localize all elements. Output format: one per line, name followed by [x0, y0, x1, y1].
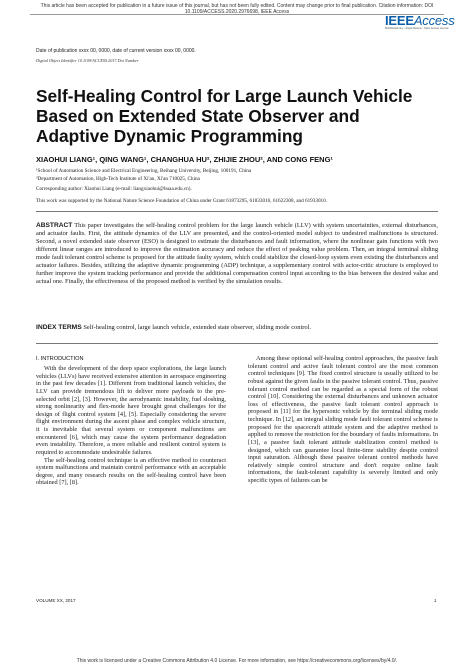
logo-main-text: IEEE [385, 13, 414, 28]
affiliation-1: ¹School of Automation Science and Electrical Engineering, Beihang University, Beijing, 100191, China [36, 168, 252, 174]
abstract-text: This paper investigates the self-healing control problem for the large launch vehicle (LLV) with system uncertainties, external disturbances, and actuator faults. First, the attitude dynamics of the LLV are presented, and the control-oriented model subject to undesired malfunctions is structured. Second, a novel extended state observer (ESO) is designed to estimate the disturbances and fault information, where the nonlinear gain functions with two different linear ranges are introduced to improve the estimation accuracy and reduce the effect of peaking value problem. Then, an integral terminal sliding mode fault tolerant control scheme is proposed for the attitude faulty system, which could stabilize the closed-loop system even existing the disturbances and actuator failures. Besides, utilizing the adaptive dynamic programming (ADP) technique, a supplementary control with actor-critic structure is employed to further improve the system tracking performance and provide the additional compensation control input according to the bias between the desired value and actual one. Finally, the effectiveness of the proposed method is verified by the simulation results. [36, 222, 438, 286]
abstract-top-rule [36, 211, 438, 212]
index-terms [36, 324, 438, 332]
ieee-access-logo [385, 13, 455, 35]
abstract [36, 222, 438, 286]
affiliation-2: ²Department of Automation, High-Tech Institute of Xi'an, Xi'an 710025, China [36, 176, 200, 182]
intro-paragraph-3: Among these optional self-healing control approaches, the passive fault tolerant control and active fault tolerant control are the most common control techniques [9]. The fixed control structure is usually utilized to be robust against the given faults in the passive tolerant control. Thus, passive tolerant control method can be regarded as a special form of the robust control [10]. Considering the external disturbances and unknown actuator loss of effectiveness, the passive fault tolerant control approach is proposed in [11] for the hypersonic vehicle by the terminal sliding mode technique. In [12], an integral sliding mode fault tolerant control scheme is proposed for the spacecraft attitude system and the adaptive method is applied to remove the restriction for the boundary of faults informations. In [13], a passive fault tolerant attitude stabilization control method is designed, which can guarantee local finite-time stability despite control input saturation. Although these passive tolerant control methods have relatively simple control structure and don't require online fault informations, the fault-tolerant capability is severely limited and only specific types of failures can be [248, 355, 438, 484]
intro-paragraph-2: The self-healing control technique is an effective method to counteract system malfunctions and maintain control performance with an acceptable degree, and many research results on the self-healing control have been obtained [7], [8]. [36, 456, 226, 487]
author-list: XIAOHUI LIANG¹, QING WANG¹, CHANGHUA HU², ZHIJIE ZHOU², AND CONG FENG¹ [36, 155, 333, 164]
funding-statement: This work was supported by the National Nature Science Foundation of China under Grant 61873295, 61833016, 61622308, and 61933010. [36, 198, 328, 204]
logo-accent-text: Access [413, 13, 455, 28]
section-heading: I. INTRODUCTION [36, 356, 84, 362]
license-notice: This work is licensed under a Creative Commons Attribution 4.0 License. For more information, see https://creativecommons.org/licenses/by/4.0/. [76, 658, 398, 664]
intro-paragraph-1: With the development of the deep space explorations, the large launch vehicles (LLVs) have received extensive attention in aerospace engineering in the past few decades [1]. Different from traditional launch vehicles, the LLV can provide tremendous lift to deliver more payloads to the pre-selected orbit [2], [3]. However, the aerodynamic instability, fuel sloshing, strong nonlinearity and flex-mode have brought great challenges for the design of flight control system [4], [5]. Especially considering the severe flight environment during the ascent phase and complex vehicle structure, it is inevitable that several system or component malfunctions are encountered [6], which may cause the system performance degradation even instability. Therefore, a more reliable and resilient control system is required to accommodate undesirable failures. [36, 365, 226, 456]
page-number: 1 [434, 598, 437, 603]
acceptance-notice: This article has been accepted for publication in a future issue of this journal, but has not been fully edited. Content may change prior to final publication. Citation information: DOI 10.1109/ACCESS.2020.2976698, IEEE Access [40, 3, 434, 15]
intro-right-column [248, 355, 438, 485]
abstract-label: ABSTRACT [36, 222, 73, 229]
paper-title: Self-Healing Control for Large Launch Vehicle Based on Extended State Observer and Adaptive Dynamic Programming [36, 86, 413, 146]
intro-left-column [36, 365, 226, 487]
index-terms-bottom-rule [36, 343, 438, 344]
publication-date: Date of publication xxxx 00, 0000, date of current version xxxx 00, 0000. [36, 48, 196, 54]
volume-label: VOLUME XX, 2017 [36, 598, 76, 603]
doi-line: Digital Object Identifier 10.1109/ACCESS.2017.Doi Number [36, 58, 139, 63]
index-terms-label: INDEX TERMS [36, 324, 82, 331]
header-divider [30, 14, 444, 15]
corresponding-author: Corresponding author: Xiaohui Liang (e-mail: liangxiaohui@buaa.edu.cn). [36, 186, 192, 192]
logo-tagline: Multidisciplinary ⁝ Rapid Review ⁝ Open Access Journal [385, 27, 449, 30]
index-terms-text: Self-healing control, large launch vehicle, extended state observer, sliding mode control. [81, 324, 312, 331]
